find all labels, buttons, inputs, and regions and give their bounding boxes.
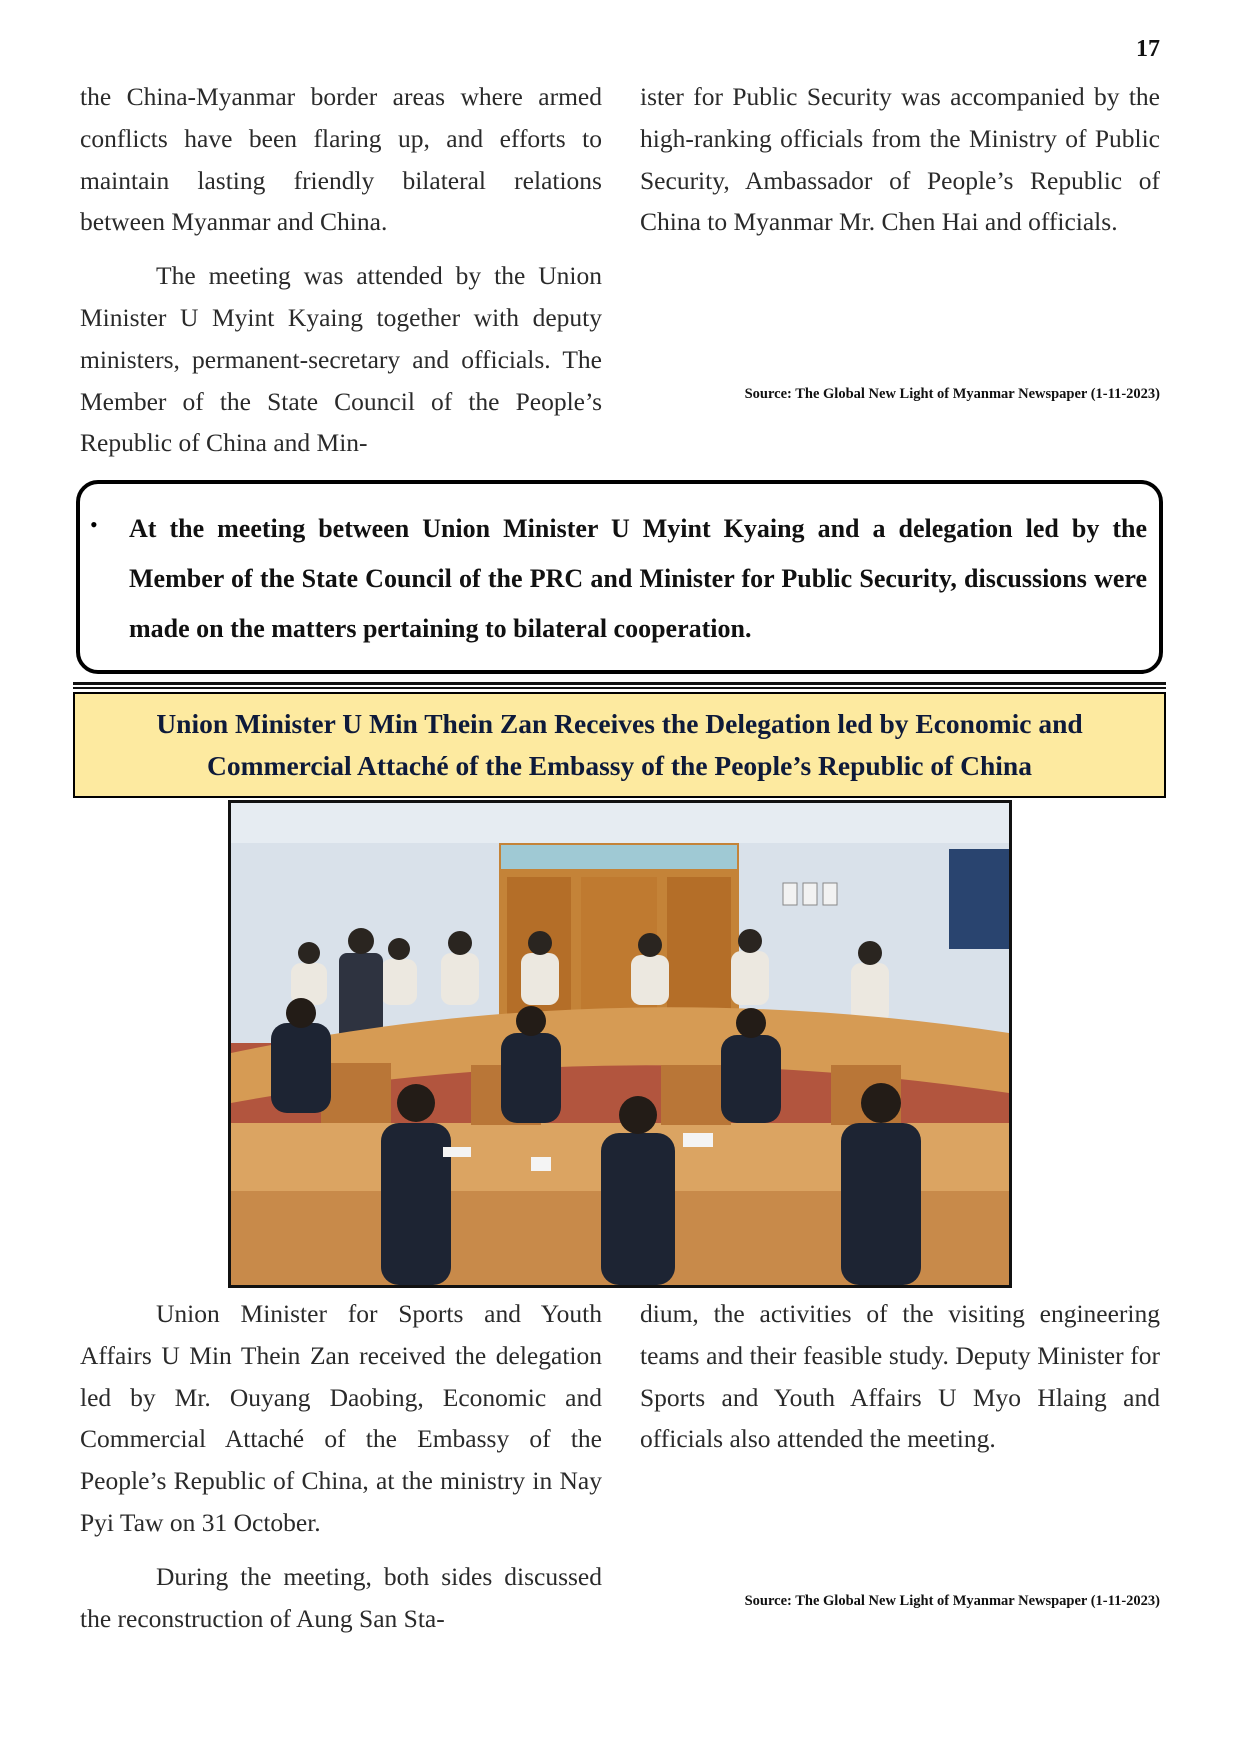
top-right-column (640, 76, 1160, 243)
section-divider (73, 687, 1166, 689)
section-divider (73, 682, 1166, 685)
paragraph: The meeting was attended by the Union Minister U Myint Kyaing together with deputy ministers, permanent-secretary and officials. The Member of the State Council of the People’s Republic of China and Min- (80, 261, 602, 458)
article-right-column (640, 1293, 1160, 1460)
meeting-photo (228, 800, 1012, 1288)
paragraph: dium, the activities of the visiting engineering teams and their feasible study. Deputy Minister for Sports and Youth Affairs U Myo Hlaing and officials also attended the meeting. (640, 1299, 1160, 1454)
top-left-column (80, 76, 602, 464)
paragraph: Union Minister for Sports and Youth Affairs U Min Thein Zan received the delegation led by Mr. Ouyang Daobing, Economic and Commercial Attaché of the Embassy of the People’s Republic of China, at the ministry in Nay Pyi Taw on 31 October. (80, 1299, 602, 1537)
source-citation: Source: The Global New Light of Myanmar Newspaper (1-11-2023) (744, 386, 1160, 402)
paragraph: the China-Myanmar border areas where armed conflicts have been flaring up, and efforts to maintain lasting friendly bilateral relations between Myanmar and China. (80, 82, 602, 237)
bullet-icon: • (90, 512, 98, 537)
callout-summary-text: At the meeting between Union Minister U Myint Kyaing and a delegation led by the Member of the State Council of the PRC and Minister for Public Security, discussions were made on the matters pertaining to bilateral cooperation. (129, 514, 1147, 643)
article-headline-line-2: Commercial Attaché of the Embassy of the People’s Republic of China (207, 750, 1032, 781)
article-headline-box (73, 692, 1166, 798)
article-left-column (80, 1293, 602, 1639)
article-headline-line-1: Union Minister U Min Thein Zan Receives the Delegation led by Economic and (156, 708, 1083, 739)
page-number: 17 (1136, 36, 1160, 62)
meeting-photo-illustration (231, 803, 1009, 1285)
paragraph: During the meeting, both sides discussed the reconstruction of Aung San Sta- (80, 1561, 602, 1633)
paragraph: ister for Public Security was accompanied by the high-ranking officials from the Ministry of Public Security, Ambassador of People’s Republic of China to Myanmar Mr. Chen Hai and officials. (640, 82, 1160, 237)
source-citation: Source: The Global New Light of Myanmar Newspaper (1-11-2023) (744, 1593, 1160, 1609)
